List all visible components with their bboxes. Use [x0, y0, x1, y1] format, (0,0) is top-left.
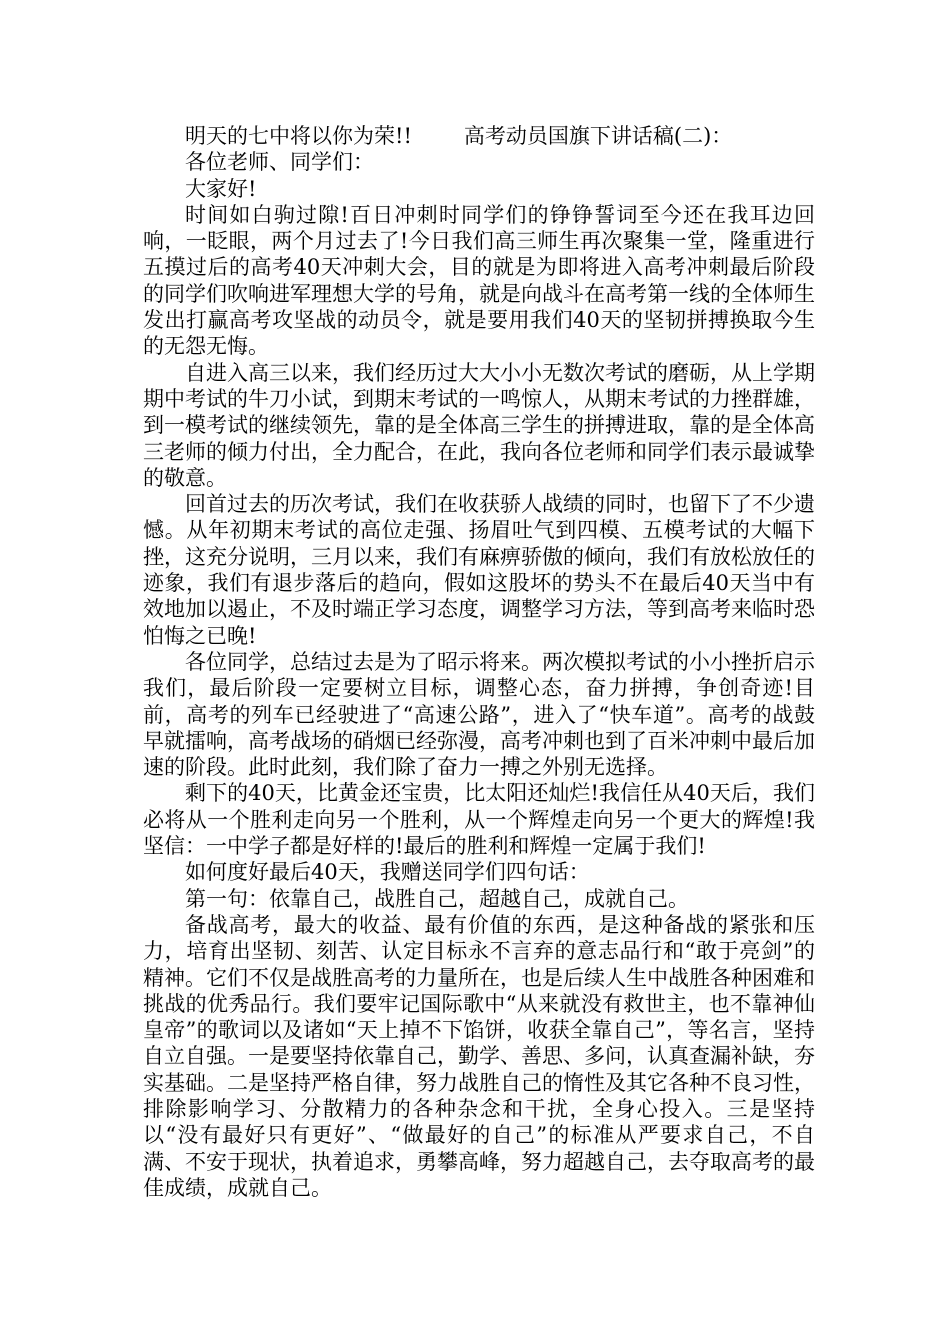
paragraph: 如何度好最后40天，我赠送同学们四句话：: [185, 860, 590, 885]
hello-line: 大家好!: [185, 176, 257, 201]
salutation: 各位老师、同学们：: [185, 150, 374, 175]
paragraph: 各位同学，总结过去是为了昭示将来。两次模拟考试的小小挫折启示我们，最后阶段一定要树立目标，调整心态，奋力拼搏，争创奇迹!目前，高考的列车已经驶进了“高速公路”，进入了“快车道”。高考的战鼓早就擂响，高考战场的硝烟已经弥漫，高考冲刺也到了百米冲刺中最后加速的阶段。此时此刻，我们除了奋力一搏之外别无选择。: [143, 649, 815, 780]
paragraph: 时间如白驹过隙!百日冲刺时同学们的铮铮誓词至今还在我耳边回响，一眨眼，两个月过去了!今日我们高三师生再次聚集一堂，隆重进行五摸过后的高考40天冲刺大会，目的就是为即将进入高考冲刺最后阶段的同学们吹响进军理想大学的号角，就是向战斗在高考第一线的全体师生发出打赢高考攻坚战的动员令，就是要用我们40天的坚韧拼搏换取今生的无怨无悔。: [143, 202, 815, 359]
paragraph: 备战高考，最大的收益、最有价值的东西，是这种备战的紧张和压力，培育出坚韧、刻苦、认定目标永不言弃的意志品行和“敢于亮剑”的精神。它们不仅是战胜高考的力量所在，也是后续人生中战胜各种困难和挑战的优秀品行。我们要牢记国际歌中“从来就没有救世主，也不靠神仙皇帝”的歌词以及诸如“天上掉不下馅饼，收获全靠自己”，等名言，坚持自立自强。一是要坚持依靠自己，勤学、善思、多问，认真查漏补缺，夯实基础。二是坚持严格自律，努力战胜自己的惰性及其它各种不良习性，排除影响学习、分散精力的各种杂念和干扰，全身心投入。三是坚持以“没有最好只有更好”、“做最好的自己”的标准从严要求自己，不自满、不安于现状，执着追求，勇攀高峰，努力超越自己，去夺取高考的最佳成绩，成就自己。: [143, 912, 815, 1200]
heading-line: [143, 123, 815, 149]
closing-line: 明天的七中将以你为荣!!: [185, 124, 412, 148]
paragraph: 剩下的40天，比黄金还宝贵，比太阳还灿烂!我信任从40天后，我们必将从一个胜利走向另一个胜利，从一个辉煌走向另一个更大的辉煌!我坚信：一中学子都是好样的!最后的胜利和辉煌一定属于我们!: [143, 781, 815, 859]
paragraph: 自进入高三以来，我们经历过大大小小无数次考试的磨砺，从上学期期中考试的牛刀小试，到期末考试的一鸣惊人，从期末考试的力挫群雄，到一模考试的继续领先，靠的是全体高三学生的拼搏进取，靠的是全体高三老师的倾力付出，全力配合，在此，我向各位老师和同学们表示最诚挚的敬意。: [143, 360, 815, 490]
document-body: [143, 123, 815, 1201]
paragraph: 第一句：依靠自己，战胜自己，超越自己，成就自己。: [185, 886, 689, 911]
paragraph: 回首过去的历次考试，我们在收获骄人战绩的同时，也留下了不少遗憾。从年初期末考试的高位走强、扬眉吐气到四模、五模考试的大幅下挫，这充分说明，三月以来，我们有麻痹骄傲的倾向，我们有放松放任的迹象，我们有退步落后的趋向，假如这股坏的势头不在最后40天当中有效地加以遏止，不及时端正学习态度，调整学习方法，等到高考来临时恐怕悔之已晚!: [143, 492, 815, 648]
document-title: 高考动员国旗下讲话稿(二)：: [463, 124, 733, 148]
